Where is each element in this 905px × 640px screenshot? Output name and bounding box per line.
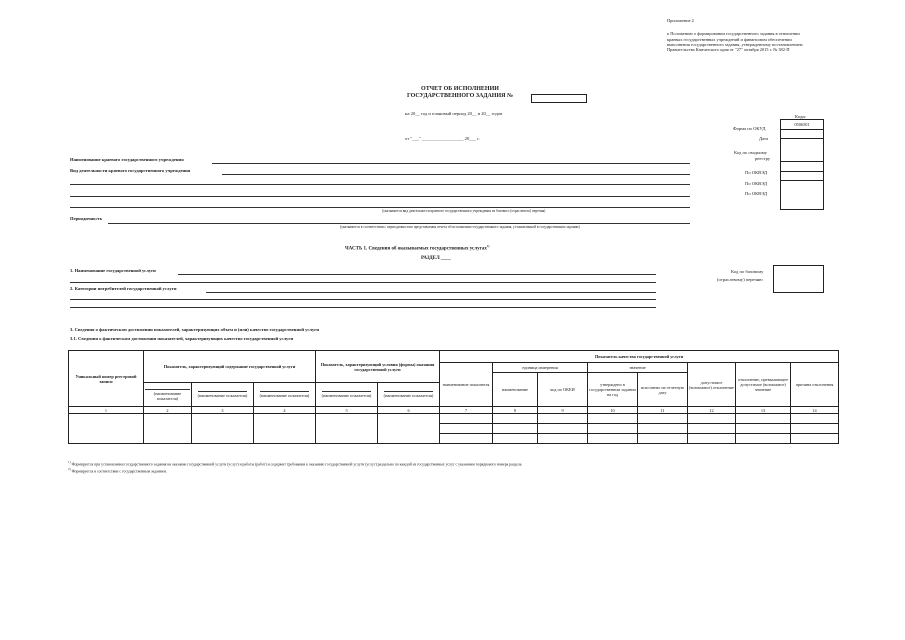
table-cell[interactable] bbox=[588, 424, 638, 434]
appendix-line: к Положению о формировании государственного задания в отношении bbox=[667, 31, 800, 37]
okved-label-3: По ОКВЭД bbox=[745, 191, 767, 196]
institution-label: Наименование краевого государственного учреждения bbox=[70, 157, 184, 162]
table-cell[interactable] bbox=[440, 434, 493, 444]
activity-field-4[interactable] bbox=[70, 207, 690, 208]
col-num: 4 bbox=[254, 407, 316, 414]
part-title-text: ЧАСТЬ 1. Сведения об оказываемых государственных услугах bbox=[345, 246, 487, 252]
col-num: 12 bbox=[688, 407, 736, 414]
appendix-block bbox=[667, 18, 847, 52]
consumer-category-field[interactable] bbox=[206, 292, 656, 293]
col-num: 11 bbox=[638, 407, 688, 414]
table-cell[interactable] bbox=[254, 414, 316, 444]
date-code[interactable] bbox=[781, 129, 824, 139]
activity-field-3[interactable] bbox=[70, 196, 690, 197]
col-quality: Показатель качества государственной услуги bbox=[440, 351, 839, 363]
table-cell[interactable] bbox=[588, 434, 638, 444]
footnote-mark: 2) bbox=[68, 467, 71, 471]
table-cell[interactable] bbox=[440, 414, 493, 424]
quality-table bbox=[68, 350, 839, 444]
col-content: Показатель, характеризующий содержание государственной услуги bbox=[144, 351, 316, 383]
table-cell[interactable] bbox=[638, 434, 688, 444]
col-unit: единица измерения bbox=[493, 363, 588, 373]
table-cell[interactable] bbox=[736, 424, 791, 434]
col-num: 2 bbox=[144, 407, 192, 414]
table-cell[interactable] bbox=[688, 434, 736, 444]
appendix-line: краевых государственных учреждений и финансовом обеспечении bbox=[667, 36, 792, 42]
col-num: 5 bbox=[316, 407, 378, 414]
col-deviation: допустимое (возможное) отклонение bbox=[688, 363, 736, 407]
okud-code: 0506501 bbox=[781, 120, 824, 130]
section-label: РАЗДЕЛ ____ bbox=[421, 256, 451, 261]
table-cell[interactable] bbox=[316, 414, 378, 444]
part-title-sup: 1) bbox=[486, 244, 490, 248]
table-cell[interactable] bbox=[538, 424, 588, 434]
periodicity-note: (указывается в соответствии с периодичностью представления отчета об исполнении государственного задания, установленной в государственном задании) bbox=[340, 225, 580, 229]
institution-field[interactable] bbox=[212, 163, 690, 164]
column-number-row bbox=[69, 407, 839, 414]
content-sub-1 bbox=[144, 383, 192, 407]
table-cell[interactable] bbox=[791, 414, 839, 424]
col-num: 7 bbox=[440, 407, 493, 414]
col-value: значение bbox=[588, 363, 688, 373]
footnote-text: Формируется при установлении государственного задания на оказание государственной услуги (услуг) и работы (работ) и содержит требования к оказанию государственной услуги (услуг) раздельно по каждой из государственных услуг с указанием порядкового номера раздела. bbox=[71, 462, 523, 467]
okved-code-1[interactable] bbox=[781, 162, 824, 172]
table-cell[interactable] bbox=[791, 434, 839, 444]
col-excess: отклонение, превышающее допустимое (возможное) значение bbox=[736, 363, 791, 407]
okud-label: Форма по ОКУД bbox=[733, 126, 766, 131]
col-num: 3 bbox=[192, 407, 254, 414]
footnote-1 bbox=[68, 460, 522, 467]
col-unique-number: Уникальный номер реестровой записи bbox=[69, 351, 144, 407]
appendix-line: выполнения государственного задания, утвержденному постановлением bbox=[667, 41, 803, 47]
col-reason: причина отклонения bbox=[791, 363, 839, 407]
task-number-field[interactable] bbox=[531, 94, 587, 103]
table-cell[interactable] bbox=[791, 424, 839, 434]
okved-label-1: По ОКВЭД bbox=[745, 170, 767, 175]
basic-code-label-2: (отраслевому) перечню bbox=[717, 277, 763, 282]
codes-table bbox=[780, 119, 824, 210]
table-cell[interactable] bbox=[440, 424, 493, 434]
item3-label: 3. Сведения о фактическом достижении показателей, характеризующих объем и (или) качество государственной услуги bbox=[70, 327, 319, 332]
codes-header: Коды bbox=[795, 114, 806, 119]
table-cell[interactable] bbox=[688, 414, 736, 424]
table-cell[interactable] bbox=[638, 414, 688, 424]
table-cell[interactable] bbox=[736, 414, 791, 424]
report-title-line2: ГОСУДАРСТВЕННОГО ЗАДАНИЯ № bbox=[407, 93, 513, 99]
sub-label: (наименование показателя) bbox=[259, 393, 310, 398]
periodicity-field[interactable] bbox=[108, 223, 690, 224]
table-cell[interactable] bbox=[638, 424, 688, 434]
table-cell[interactable] bbox=[538, 414, 588, 424]
basic-code-label: Код по базовому bbox=[731, 269, 764, 274]
content-sub-2 bbox=[192, 383, 254, 407]
periodicity-label: Периодичность bbox=[70, 216, 103, 221]
table-cell[interactable] bbox=[69, 414, 144, 444]
registry-label: Код по сводному bbox=[734, 150, 767, 155]
registry-code[interactable] bbox=[781, 139, 824, 162]
report-title-line1: ОТЧЕТ ОБ ИСПОЛНЕНИИ bbox=[421, 86, 499, 92]
sub-label: (наименование показателя) bbox=[321, 393, 372, 398]
col-indicator-name: наименование показателя bbox=[440, 363, 493, 407]
col-approved: утверждено в государственном задании на год bbox=[588, 373, 638, 407]
part-title bbox=[345, 244, 489, 252]
service-name-field[interactable] bbox=[178, 274, 656, 275]
table-cell[interactable] bbox=[493, 424, 538, 434]
service-name-label: 1. Наименование государственной услуги bbox=[70, 268, 156, 273]
table-cell[interactable] bbox=[493, 434, 538, 444]
report-title bbox=[390, 86, 530, 100]
appendix-line: Правительства Камчатского края от "27" октября 2015 г. № 382-П bbox=[667, 47, 790, 53]
table-cell[interactable] bbox=[192, 414, 254, 444]
activity-note: (указывается вид деятельности краевого государственного учреждения из базового (отраслевого) перечня) bbox=[382, 209, 546, 213]
consumer-category-field-2[interactable] bbox=[70, 299, 656, 300]
table-cell[interactable] bbox=[588, 414, 638, 424]
okved-code-2[interactable] bbox=[781, 171, 824, 181]
table-cell[interactable] bbox=[493, 414, 538, 424]
col-num: 9 bbox=[538, 407, 588, 414]
conditions-sub-1 bbox=[316, 383, 378, 407]
appendix-title: Приложение 2 bbox=[667, 18, 694, 23]
table-cell[interactable] bbox=[736, 434, 791, 444]
conditions-sub-2 bbox=[378, 383, 440, 407]
table-cell[interactable] bbox=[688, 424, 736, 434]
table-cell[interactable] bbox=[378, 414, 440, 444]
table-row[interactable] bbox=[69, 414, 839, 424]
okved-code-3[interactable] bbox=[781, 181, 824, 210]
table-cell[interactable] bbox=[144, 414, 192, 444]
sub-label: (наименование показателя) bbox=[197, 393, 248, 398]
col-num: 14 bbox=[791, 407, 839, 414]
footnote-2 bbox=[68, 467, 167, 474]
col-conditions: Показатель, характеризующий условия (формы) оказания государственной услуги bbox=[316, 351, 440, 383]
sub-label: (наименование показателя) bbox=[145, 389, 190, 401]
col-num: 1 bbox=[69, 407, 144, 414]
registry-label-2: реестру bbox=[755, 156, 771, 161]
consumer-category-label: 2. Категории потребителей государственной услуги bbox=[70, 286, 177, 291]
basic-code-field[interactable] bbox=[773, 265, 824, 293]
col-num: 13 bbox=[736, 407, 791, 414]
col-num: 10 bbox=[588, 407, 638, 414]
report-date: от "___" __________________ 20___ г. bbox=[405, 136, 480, 141]
service-name-field-2[interactable] bbox=[70, 282, 656, 283]
footnote-text: Формируется в соответствии с государственным заданием. bbox=[71, 469, 167, 474]
activity-label: Вид деятельности краевого государственного учреждения bbox=[70, 168, 191, 173]
report-period: на 20__ год и плановый период 20__ и 20__ годов bbox=[405, 111, 503, 116]
footnote-mark: 1) bbox=[68, 460, 71, 464]
okved-label-2: По ОКВЭД bbox=[745, 181, 767, 186]
col-executed: исполнено на отчетную дату bbox=[638, 373, 688, 407]
col-unit-okei: код по ОКЕИ bbox=[538, 373, 588, 407]
activity-field[interactable] bbox=[222, 174, 690, 175]
consumer-category-field-3[interactable] bbox=[70, 307, 656, 308]
content-sub-3 bbox=[254, 383, 316, 407]
col-unit-name: наименование bbox=[493, 373, 538, 407]
col-num: 6 bbox=[378, 407, 440, 414]
sub-label: (наименование показателя) bbox=[383, 393, 434, 398]
item31-label: 3.1. Сведения о фактическом достижении показателей, характеризующих качество государственной услуги bbox=[70, 336, 294, 341]
date-label: Дата bbox=[759, 136, 769, 141]
table-cell[interactable] bbox=[538, 434, 588, 444]
activity-field-2[interactable] bbox=[70, 184, 690, 185]
col-num: 8 bbox=[493, 407, 538, 414]
